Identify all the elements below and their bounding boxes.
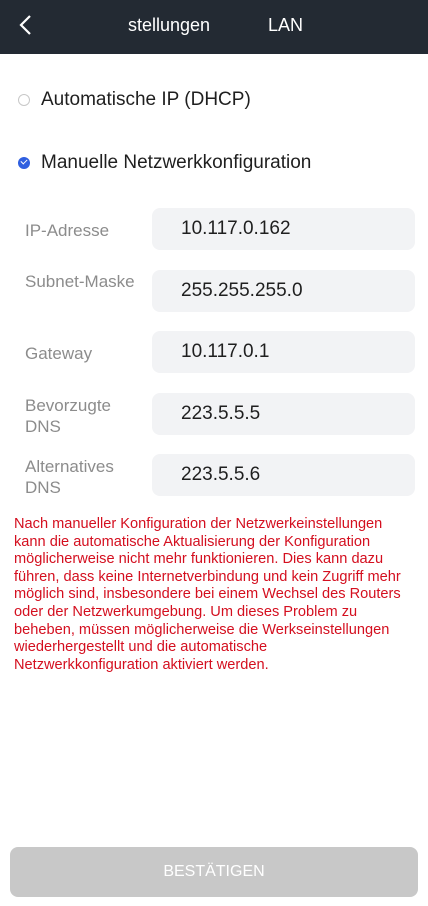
option-manual[interactable] <box>18 152 311 174</box>
top-bar <box>0 0 428 54</box>
radio-checked-icon[interactable] <box>18 157 30 169</box>
preferred-dns-label: Bevorzugte DNS <box>25 396 111 436</box>
ip-address-input[interactable]: 10.117.0.162 <box>152 208 415 250</box>
gateway-label: Gateway <box>25 344 93 363</box>
warning-message: Nach manueller Konfiguration der Netzwerkeinstellungen kann die automatische Aktualisierung der Konfiguration möglicherweise nicht mehr funktionieren. Dies kann dazu führen, dass keine Internetverbindung und kein Zugriff mehr möglich sind, insbesondere bei einem Wechsel des Routers oder der Netzwerkumgebung. Um dieses Problem zu beheben, müssen möglicherweise die Werkseinstellungen wiederhergestellt und die automatische Netzwerkkonfiguration aktiviert werden. <box>14 516 401 673</box>
ip-address-label: IP-Adresse <box>25 221 110 240</box>
radio-unselected-icon[interactable] <box>18 94 30 106</box>
subnet-mask-label: Subnet-Maske <box>25 272 135 291</box>
gateway-input[interactable]: 10.117.0.1 <box>152 331 415 373</box>
back-button[interactable] <box>14 12 42 40</box>
alternative-dns-label: Alternatives DNS <box>25 457 114 497</box>
tab-settings[interactable]: stellungen <box>128 15 211 35</box>
preferred-dns-input[interactable]: 223.5.5.5 <box>152 393 415 435</box>
alternative-dns-input[interactable]: 223.5.5.6 <box>152 454 415 496</box>
option-dhcp-label: Automatische IP (DHCP) <box>41 89 251 110</box>
confirm-button[interactable]: BESTÄTIGEN <box>10 847 418 897</box>
option-dhcp[interactable] <box>18 89 251 111</box>
chevron-left-icon <box>14 12 42 40</box>
subnet-mask-input[interactable]: 255.255.255.0 <box>152 270 415 312</box>
tab-lan[interactable]: LAN <box>268 15 304 35</box>
option-manual-label: Manuelle Netzwerkkonfiguration <box>41 152 312 173</box>
